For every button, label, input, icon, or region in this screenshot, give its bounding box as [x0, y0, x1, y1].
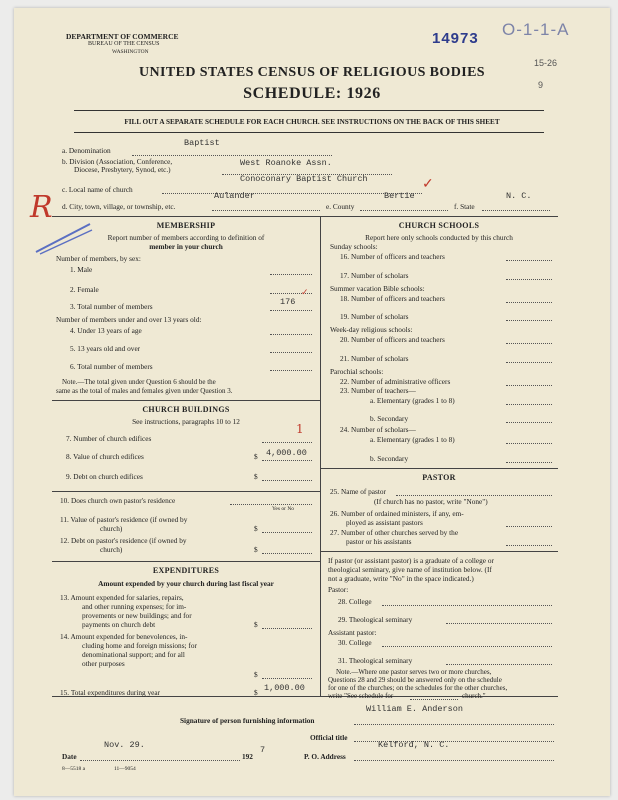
fill-line	[506, 279, 552, 280]
pastor-heading: PASTOR	[422, 473, 456, 482]
parochial-schools-label: Parochial schools:	[330, 367, 384, 376]
q24b-secondary: b. Secondary	[370, 454, 409, 463]
city-label: d. City, town, village, or township, etc.	[62, 202, 176, 211]
dollar-sign: $	[254, 452, 258, 461]
q11-value-residence-1: 11. Value of pastor's residence (if owned by	[60, 515, 188, 524]
expenditures-intro: Amount expended by your church during last fiscal year	[98, 579, 274, 588]
state-label: f. State	[454, 202, 475, 211]
dollar-sign: $	[254, 670, 258, 679]
members-by-sex: Number of members, by sex:	[56, 254, 141, 263]
bureau-name: BUREAU OF THE CENSUS	[88, 41, 160, 47]
fill-line	[506, 462, 552, 463]
stamp-code: O-1-1-A	[502, 20, 570, 39]
q14-line-1: 14. Amount expended for benevolences, in-	[60, 632, 188, 641]
fill-line	[396, 495, 552, 496]
q29-seminary: 29. Theological seminary	[338, 615, 413, 624]
rule	[74, 110, 544, 111]
fill-line	[506, 443, 552, 444]
fill-line	[410, 699, 458, 700]
denomination-value: Baptist	[184, 138, 220, 148]
q27-line-1: 27. Number of other churches served by the	[330, 528, 459, 537]
city-name: WASHINGTON	[112, 49, 149, 55]
fill-line	[212, 210, 320, 211]
print-code-2: 11—9054	[114, 766, 136, 772]
fill-line	[506, 343, 552, 344]
fill-line	[506, 526, 552, 527]
fill-line	[132, 155, 332, 156]
dollar-sign: $	[254, 545, 258, 554]
q14-line-2: cluding home and foreign missions; for	[82, 641, 197, 650]
fill-line	[80, 760, 240, 761]
signature-value: William E. Anderson	[366, 704, 463, 714]
schools-heading: CHURCH SCHOOLS	[398, 221, 480, 230]
q18-officers: 18. Number of officers and teachers	[340, 294, 445, 303]
pastor-note-4: write "See schedule for	[328, 692, 394, 700]
county-label: e. County	[326, 202, 355, 211]
q30-college: 30. College	[338, 638, 372, 647]
q2-female: 2. Female	[70, 285, 99, 294]
fill-line	[506, 320, 552, 321]
instruction-line: FILL OUT A SEPARATE SCHEDULE FOR EACH CHURCH. SEE INSTRUCTIONS ON THE BACK OF THIS SHEET	[124, 118, 500, 126]
q4-under-13: 4. Under 13 years of age	[70, 326, 142, 335]
fill-line	[506, 385, 552, 386]
q10-owns-residence: 10. Does church own pastor's residence	[60, 496, 176, 505]
buildings-heading: CHURCH BUILDINGS	[142, 405, 230, 414]
fill-line	[262, 553, 312, 554]
q25-pastor-name: 25. Name of pastor	[330, 487, 386, 496]
graduate-instructions-2: theological seminary, give name of institution below. (If	[328, 565, 492, 574]
fill-line	[162, 193, 422, 194]
rule	[74, 132, 544, 133]
column-divider	[320, 216, 321, 696]
membership-note-2: same as the total of males and females given under Question 3.	[56, 387, 233, 395]
q14-line-3: denominational support; and for all	[82, 650, 185, 659]
date-label: Date	[62, 752, 77, 761]
q13-line-2: and other running expenses; for im-	[82, 602, 187, 611]
city-value: Aulander	[214, 191, 255, 201]
q23-teachers: 23. Number of teachers—	[340, 386, 416, 395]
fill-line	[506, 422, 552, 423]
margin-number-2: 9	[538, 80, 544, 90]
rule	[52, 561, 320, 562]
pastor-note-3: for one of the churches; on the schedules for the other churches,	[328, 684, 508, 692]
q1-male: 1. Male	[70, 265, 93, 274]
print-code-1: 8—5518 a	[62, 766, 86, 772]
dollar-sign: $	[254, 472, 258, 481]
fill-line	[262, 480, 312, 481]
membership-note-1: Note.—The total given under Question 6 should be the	[62, 378, 216, 386]
pencil-count-mark: 1	[296, 422, 304, 436]
fill-line	[446, 623, 552, 624]
q12-debt-residence-2: church)	[100, 545, 123, 554]
fill-line	[262, 442, 312, 443]
q19-scholars: 19. Number of scholars	[340, 312, 409, 321]
dollar-sign: $	[254, 688, 258, 697]
fill-line	[270, 310, 312, 311]
division-label-1: b. Division (Association, Conference,	[62, 157, 173, 166]
department-name: DEPARTMENT OF COMMERCE	[66, 32, 179, 41]
date-value: Nov. 29.	[104, 740, 145, 750]
q25-note: (If church has no pastor, write "None")	[374, 497, 488, 506]
assistant-pastor-label: Assistant pastor:	[328, 628, 377, 637]
fill-line	[506, 362, 552, 363]
q3-total: 3. Total number of members	[70, 302, 153, 311]
membership-heading: MEMBERSHIP	[156, 221, 216, 230]
weekday-schools-label: Week-day religious schools:	[330, 325, 413, 334]
q14-line-4: other purposes	[82, 659, 125, 668]
margin-number-1: 15-26	[534, 58, 558, 68]
census-schedule-sheet	[14, 8, 610, 796]
fill-line	[354, 760, 554, 761]
q26-line-1: 26. Number of ordained ministers, if any, em-	[330, 509, 464, 518]
fill-line	[270, 334, 312, 335]
dollar-sign: $	[254, 620, 258, 629]
rule	[52, 216, 558, 217]
members-by-age: Number of members under and over 13 years old:	[56, 315, 202, 324]
q8-value-edifices: 8. Value of church edifices	[66, 452, 144, 461]
q6-total: 6. Total number of members	[70, 362, 153, 371]
po-address-value: Kelford, N. C.	[378, 740, 450, 750]
q16-officers: 16. Number of officers and teachers	[340, 252, 445, 261]
year-prefix: 192	[242, 752, 253, 761]
fill-line	[270, 274, 312, 275]
q9-debt-edifices: 9. Debt on church edifices	[66, 472, 143, 481]
signature-label: Signature of person furnishing information	[180, 716, 315, 725]
form-title: UNITED STATES CENSUS OF RELIGIOUS BODIES	[138, 65, 485, 80]
pastor-note-5: church."	[462, 692, 486, 700]
q15-total-expenditures: 15. Total expenditures during year	[60, 688, 161, 697]
fill-line	[262, 678, 312, 679]
graduate-instructions-3: not a graduate, write "No" in the space indicated.)	[328, 574, 474, 583]
fill-line	[262, 532, 312, 533]
rule	[52, 491, 320, 492]
fill-line	[446, 664, 552, 665]
graduate-instructions-1: If pastor (or assistant pastor) is a graduate of a college or	[328, 556, 494, 565]
fill-line	[382, 646, 552, 647]
church-name-label: c. Local name of church	[62, 185, 133, 194]
check-mark: ✓	[301, 288, 309, 298]
q13-line-3: provements or new buildings; and for	[82, 611, 192, 620]
pastor-note-2: Questions 28 and 29 should be answered only on the schedule	[328, 676, 502, 684]
q13-line-1: 13. Amount expended for salaries, repairs,	[60, 593, 184, 602]
fill-line	[506, 260, 552, 261]
fill-line	[262, 628, 312, 629]
q26-line-2: ployed as assistant pastors	[346, 518, 423, 527]
q8-value: 4,000.00	[266, 448, 307, 458]
q3-value: 176	[280, 297, 296, 307]
q20-officers: 20. Number of officers and teachers	[340, 335, 445, 344]
rule	[320, 551, 558, 552]
schedule-title: SCHEDULE: 1926	[243, 85, 381, 102]
yes-or-no-hint: Yes or No	[272, 506, 295, 512]
q23a-elementary: a. Elementary (grades 1 to 8)	[370, 396, 455, 405]
fill-line	[506, 302, 552, 303]
q12-debt-residence-1: 12. Debt on pastor's residence (if owned by	[60, 536, 187, 545]
fill-line	[360, 210, 448, 211]
check-mark: ✓	[422, 176, 434, 192]
state-value: N. C.	[506, 191, 532, 201]
q5-13-and-over: 5. 13 years old and over	[70, 344, 141, 353]
schools-intro: Report here only schools conducted by this church	[365, 233, 513, 242]
q13-line-4: payments on church debt	[82, 620, 156, 629]
q28-college: 28. College	[338, 597, 372, 606]
official-title-label: Official title	[310, 733, 348, 742]
expenditures-heading: EXPENDITURES	[152, 566, 220, 575]
fill-line	[482, 210, 550, 211]
membership-intro-1: Report number of members according to definition of	[107, 233, 265, 242]
division-label-2: Diocese, Presbytery, Synod, etc.)	[74, 165, 171, 174]
fill-line	[230, 504, 312, 505]
summer-schools-label: Summer vacation Bible schools:	[330, 284, 425, 293]
fill-line	[262, 460, 312, 461]
q24a-elementary: a. Elementary (grades 1 to 8)	[370, 435, 455, 444]
q27-line-2: pastor or his assistants	[346, 537, 412, 546]
pastor-label: Pastor:	[328, 585, 349, 594]
q17-scholars: 17. Number of scholars	[340, 271, 409, 280]
pencil-letter-r: R	[30, 190, 53, 225]
year-digit: 7	[260, 745, 266, 755]
division-value: West Roanoke Assn.	[240, 158, 332, 168]
fill-line	[354, 724, 554, 725]
po-address-label: P. O. Address	[304, 752, 346, 761]
q7-edifices: 7. Number of church edifices	[66, 434, 152, 443]
q22-admin-officers: 22. Number of administrative officers	[340, 377, 451, 386]
fill-line	[382, 605, 552, 606]
q24-scholars: 24. Number of scholars—	[340, 425, 416, 434]
church-name-value: Conoconary Baptist Church	[240, 174, 368, 184]
denomination-label: a. Denomination	[62, 146, 111, 155]
fill-line	[270, 370, 312, 371]
sunday-schools-label: Sunday schools:	[330, 242, 378, 251]
q23b-secondary: b. Secondary	[370, 414, 409, 423]
rule	[52, 400, 320, 401]
pastor-note-1: Note.—Where one pastor serves two or more churches,	[336, 668, 492, 676]
county-value: Bertie	[384, 191, 415, 201]
q15-value: 1,000.00	[264, 683, 305, 693]
fill-line	[506, 545, 552, 546]
fill-line	[506, 404, 552, 405]
dollar-sign: $	[254, 524, 258, 533]
q21-scholars: 21. Number of scholars	[340, 354, 409, 363]
stamp-number: 14973	[432, 30, 479, 47]
q11-value-residence-2: church)	[100, 524, 123, 533]
fill-line	[270, 352, 312, 353]
rule	[320, 468, 558, 469]
q31-seminary: 31. Theological seminary	[338, 656, 413, 665]
buildings-intro: See instructions, paragraphs 10 to 12	[132, 417, 240, 426]
membership-intro-2: member in your church	[149, 242, 223, 251]
